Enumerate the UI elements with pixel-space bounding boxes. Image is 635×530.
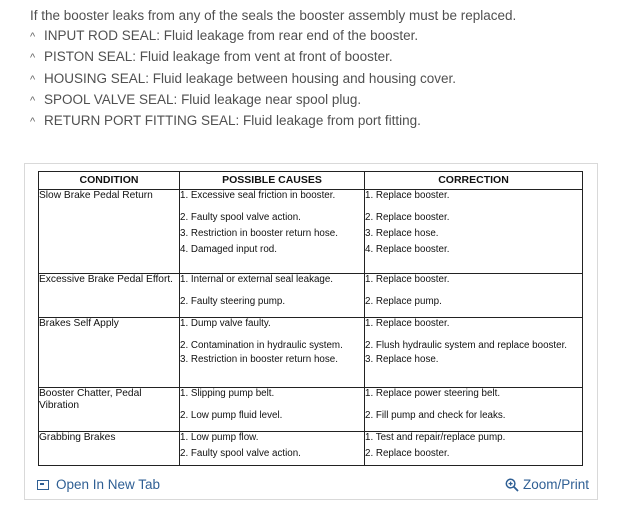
table-row bbox=[39, 318, 583, 388]
figure-footer bbox=[25, 469, 597, 499]
cause-item: 3. Restriction in booster return hose. bbox=[180, 354, 338, 365]
bullet-caret: ^ bbox=[30, 52, 36, 65]
seal-item-text: PISTON SEAL: Fluid leakage from vent at front of booster. bbox=[44, 49, 393, 65]
correction-item: 1. Replace booster. bbox=[365, 190, 450, 201]
correction-item: 1. Replace power steering belt. bbox=[365, 388, 501, 399]
causes-cell bbox=[180, 190, 365, 274]
bullet-caret: ^ bbox=[30, 31, 36, 44]
corrections-cell bbox=[365, 318, 583, 388]
correction-item: 4. Replace booster. bbox=[365, 244, 450, 255]
correction-item: 1. Test and repair/replace pump. bbox=[365, 432, 506, 443]
corrections-cell bbox=[365, 274, 583, 318]
condition-cell: Slow Brake Pedal Return bbox=[39, 190, 180, 274]
cause-item: 2. Contamination in hydraulic system. bbox=[180, 340, 343, 351]
bullet-caret: ^ bbox=[30, 94, 36, 107]
diagnosis-table bbox=[38, 171, 583, 466]
correction-item: 2. Replace booster. bbox=[365, 448, 450, 459]
header-condition: CONDITION bbox=[39, 172, 180, 190]
seal-item-text: INPUT ROD SEAL: Fluid leakage from rear end of the booster. bbox=[44, 28, 419, 44]
correction-item: 3. Replace hose. bbox=[365, 228, 439, 239]
cause-item: 4. Damaged input rod. bbox=[180, 244, 277, 255]
table-row bbox=[39, 432, 583, 466]
seal-item-text: HOUSING SEAL: Fluid leakage between housing and housing cover. bbox=[44, 70, 456, 86]
open-tab-icon bbox=[37, 480, 49, 490]
correction-item: 2. Replace pump. bbox=[365, 296, 442, 307]
table-header-row bbox=[39, 172, 583, 190]
condition-cell: Excessive Brake Pedal Effort. bbox=[39, 274, 180, 318]
diagnosis-figure bbox=[24, 163, 598, 500]
open-in-new-tab-label: Open In New Tab bbox=[56, 477, 161, 492]
cause-item: 1. Internal or external seal leakage. bbox=[180, 274, 334, 285]
seal-item bbox=[30, 26, 627, 47]
cause-item: 2. Low pump fluid level. bbox=[180, 410, 283, 421]
seal-item bbox=[30, 47, 627, 68]
corrections-cell bbox=[365, 190, 583, 274]
intro-note: If the booster leaks from any of the seals the booster assembly must be replaced. bbox=[30, 8, 517, 23]
seal-item bbox=[30, 90, 627, 111]
cause-item: 2. Faulty spool valve action. bbox=[180, 212, 301, 223]
cause-item: 2. Faulty steering pump. bbox=[180, 296, 286, 307]
intro-text bbox=[30, 6, 627, 132]
seal-item-text: SPOOL VALVE SEAL: Fluid leakage near spool plug. bbox=[44, 91, 362, 107]
causes-cell bbox=[180, 388, 365, 432]
zoom-print-link[interactable] bbox=[505, 477, 589, 492]
causes-cell bbox=[180, 432, 365, 466]
bullet-caret: ^ bbox=[30, 116, 36, 129]
correction-item: 3. Replace hose. bbox=[365, 354, 439, 365]
causes-cell bbox=[180, 318, 365, 388]
cause-item: 1. Dump valve faulty. bbox=[180, 318, 271, 329]
correction-item: 1. Replace booster. bbox=[365, 274, 450, 285]
correction-item: 2. Fill pump and check for leaks. bbox=[365, 410, 506, 421]
cause-item: 1. Excessive seal friction in booster. bbox=[180, 190, 336, 201]
cause-item: 1. Low pump flow. bbox=[180, 432, 259, 443]
seal-item-text: RETURN PORT FITTING SEAL: Fluid leakage from port fitting. bbox=[44, 113, 421, 129]
corrections-cell bbox=[365, 388, 583, 432]
bullet-caret: ^ bbox=[30, 73, 36, 86]
condition-cell: Booster Chatter, Pedal Vibration bbox=[39, 388, 180, 432]
condition-cell: Brakes Self Apply bbox=[39, 318, 180, 388]
open-in-new-tab-link[interactable] bbox=[37, 477, 160, 492]
table-row bbox=[39, 274, 583, 318]
condition-cell: Grabbing Brakes bbox=[39, 432, 180, 466]
table-row bbox=[39, 190, 583, 274]
cause-item: 3. Restriction in booster return hose. bbox=[180, 228, 338, 239]
table-row bbox=[39, 388, 583, 432]
cause-item: 2. Faulty spool valve action. bbox=[180, 448, 301, 459]
correction-item: 2. Replace booster. bbox=[365, 212, 450, 223]
seal-item bbox=[30, 69, 627, 90]
corrections-cell bbox=[365, 432, 583, 466]
causes-cell bbox=[180, 274, 365, 318]
correction-item: 2. Flush hydraulic system and replace booster. bbox=[365, 340, 568, 351]
zoom-print-label: Zoom/Print bbox=[522, 477, 589, 492]
header-possible-causes: POSSIBLE CAUSES bbox=[180, 172, 365, 190]
header-correction: CORRECTION bbox=[365, 172, 583, 190]
seal-item bbox=[30, 111, 627, 132]
zoom-icon bbox=[505, 478, 519, 492]
correction-item: 1. Replace booster. bbox=[365, 318, 450, 329]
cause-item: 1. Slipping pump belt. bbox=[180, 388, 275, 399]
